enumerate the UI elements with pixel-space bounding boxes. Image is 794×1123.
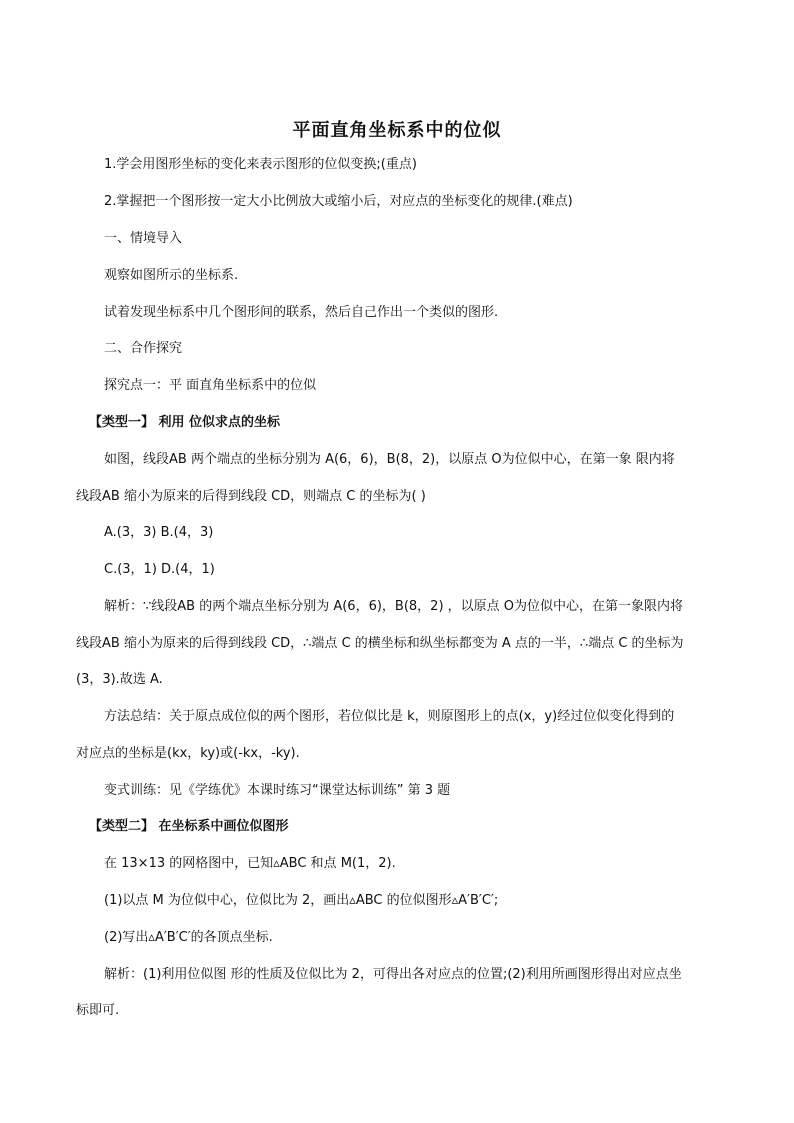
solution-text: 线段AB 缩小为原来的后得到线段 CD，∴端点 C 的横坐标和纵坐标都变为 A 点的一半，∴端点 C 的坐标为 — [76, 636, 684, 651]
question-text: 在 13×13 的网格图中，已知▵ABC 和点 M(1，2). — [104, 856, 396, 871]
section-heading-explore: 二、合作探究 — [104, 341, 183, 356]
solution-text: 解析：(1)利用位似图 形的性质及位似比为 2，可得出各对应点的位置;(2)利用所画图形得出对应点坐 — [104, 967, 682, 982]
paragraph: 试着发现坐标系中几个图形间的联系，然后自己作出一个类似的图形. — [104, 305, 499, 320]
variant-training: 变式训练：见《学练优》本课时练习“课堂达标训练” 第 3 题 — [104, 783, 451, 798]
question-part-1: (1)以点 M 为位似中心，位似比为 2，画出▵ABC 的位似图形▵A′B′C′; — [104, 893, 499, 908]
answer-options: A.(3，3) B.(4，3) — [104, 525, 214, 540]
answer-options: C.(3，1) D.(4，1) — [104, 562, 215, 577]
solution-text: 解析：∵线段AB 的两个端点坐标分别为 A(6，6)，B(8，2) ，以原点 O为位似中心，在第一象限内将 — [104, 599, 684, 614]
solution-text: (3，3).故选 A. — [76, 672, 163, 687]
type-one-heading: 【类型一】 利用 位似求点的坐标 — [89, 415, 281, 430]
explore-point-heading: 探究点一：平 面直角坐标系中的位似 — [104, 378, 317, 393]
solution-text: 标即可. — [76, 1003, 120, 1018]
method-summary: 对应点的坐标是(kx，ky)或(-kx，-ky). — [76, 746, 300, 761]
objective-1: 1.学会用图形坐标的变化来表示图形的位似变换;(重点) — [104, 157, 417, 172]
question-text: 线段AB 缩小为原来的后得到线段 CD，则端点 C 的坐标为( ) — [76, 489, 426, 504]
type-two-heading: 【类型二】 在坐标系中画位似图形 — [89, 819, 289, 834]
page-title: 平面直角坐标系中的位似 — [292, 120, 502, 141]
question-part-2: (2)写出▵A′B′C′的各顶点坐标. — [104, 930, 273, 945]
question-text: 如图，线段AB 两个端点的坐标分别为 A(6，6)，B(8，2)，以原点 O为位似中心，在第一象 限内将 — [104, 452, 675, 467]
method-summary: 方法总结：关于原点成位似的两个图形，若位似比是 k，则原图形上的点(x，y)经过位似变化得到的 — [104, 709, 675, 724]
section-heading-intro: 一、情境导入 — [104, 231, 183, 246]
objective-2: 2.掌握把一个图形按一定大小比例放大或缩小后，对应点的坐标变化的规律.(难点) — [104, 194, 573, 209]
paragraph: 观察如图所示的坐标系. — [104, 268, 239, 283]
